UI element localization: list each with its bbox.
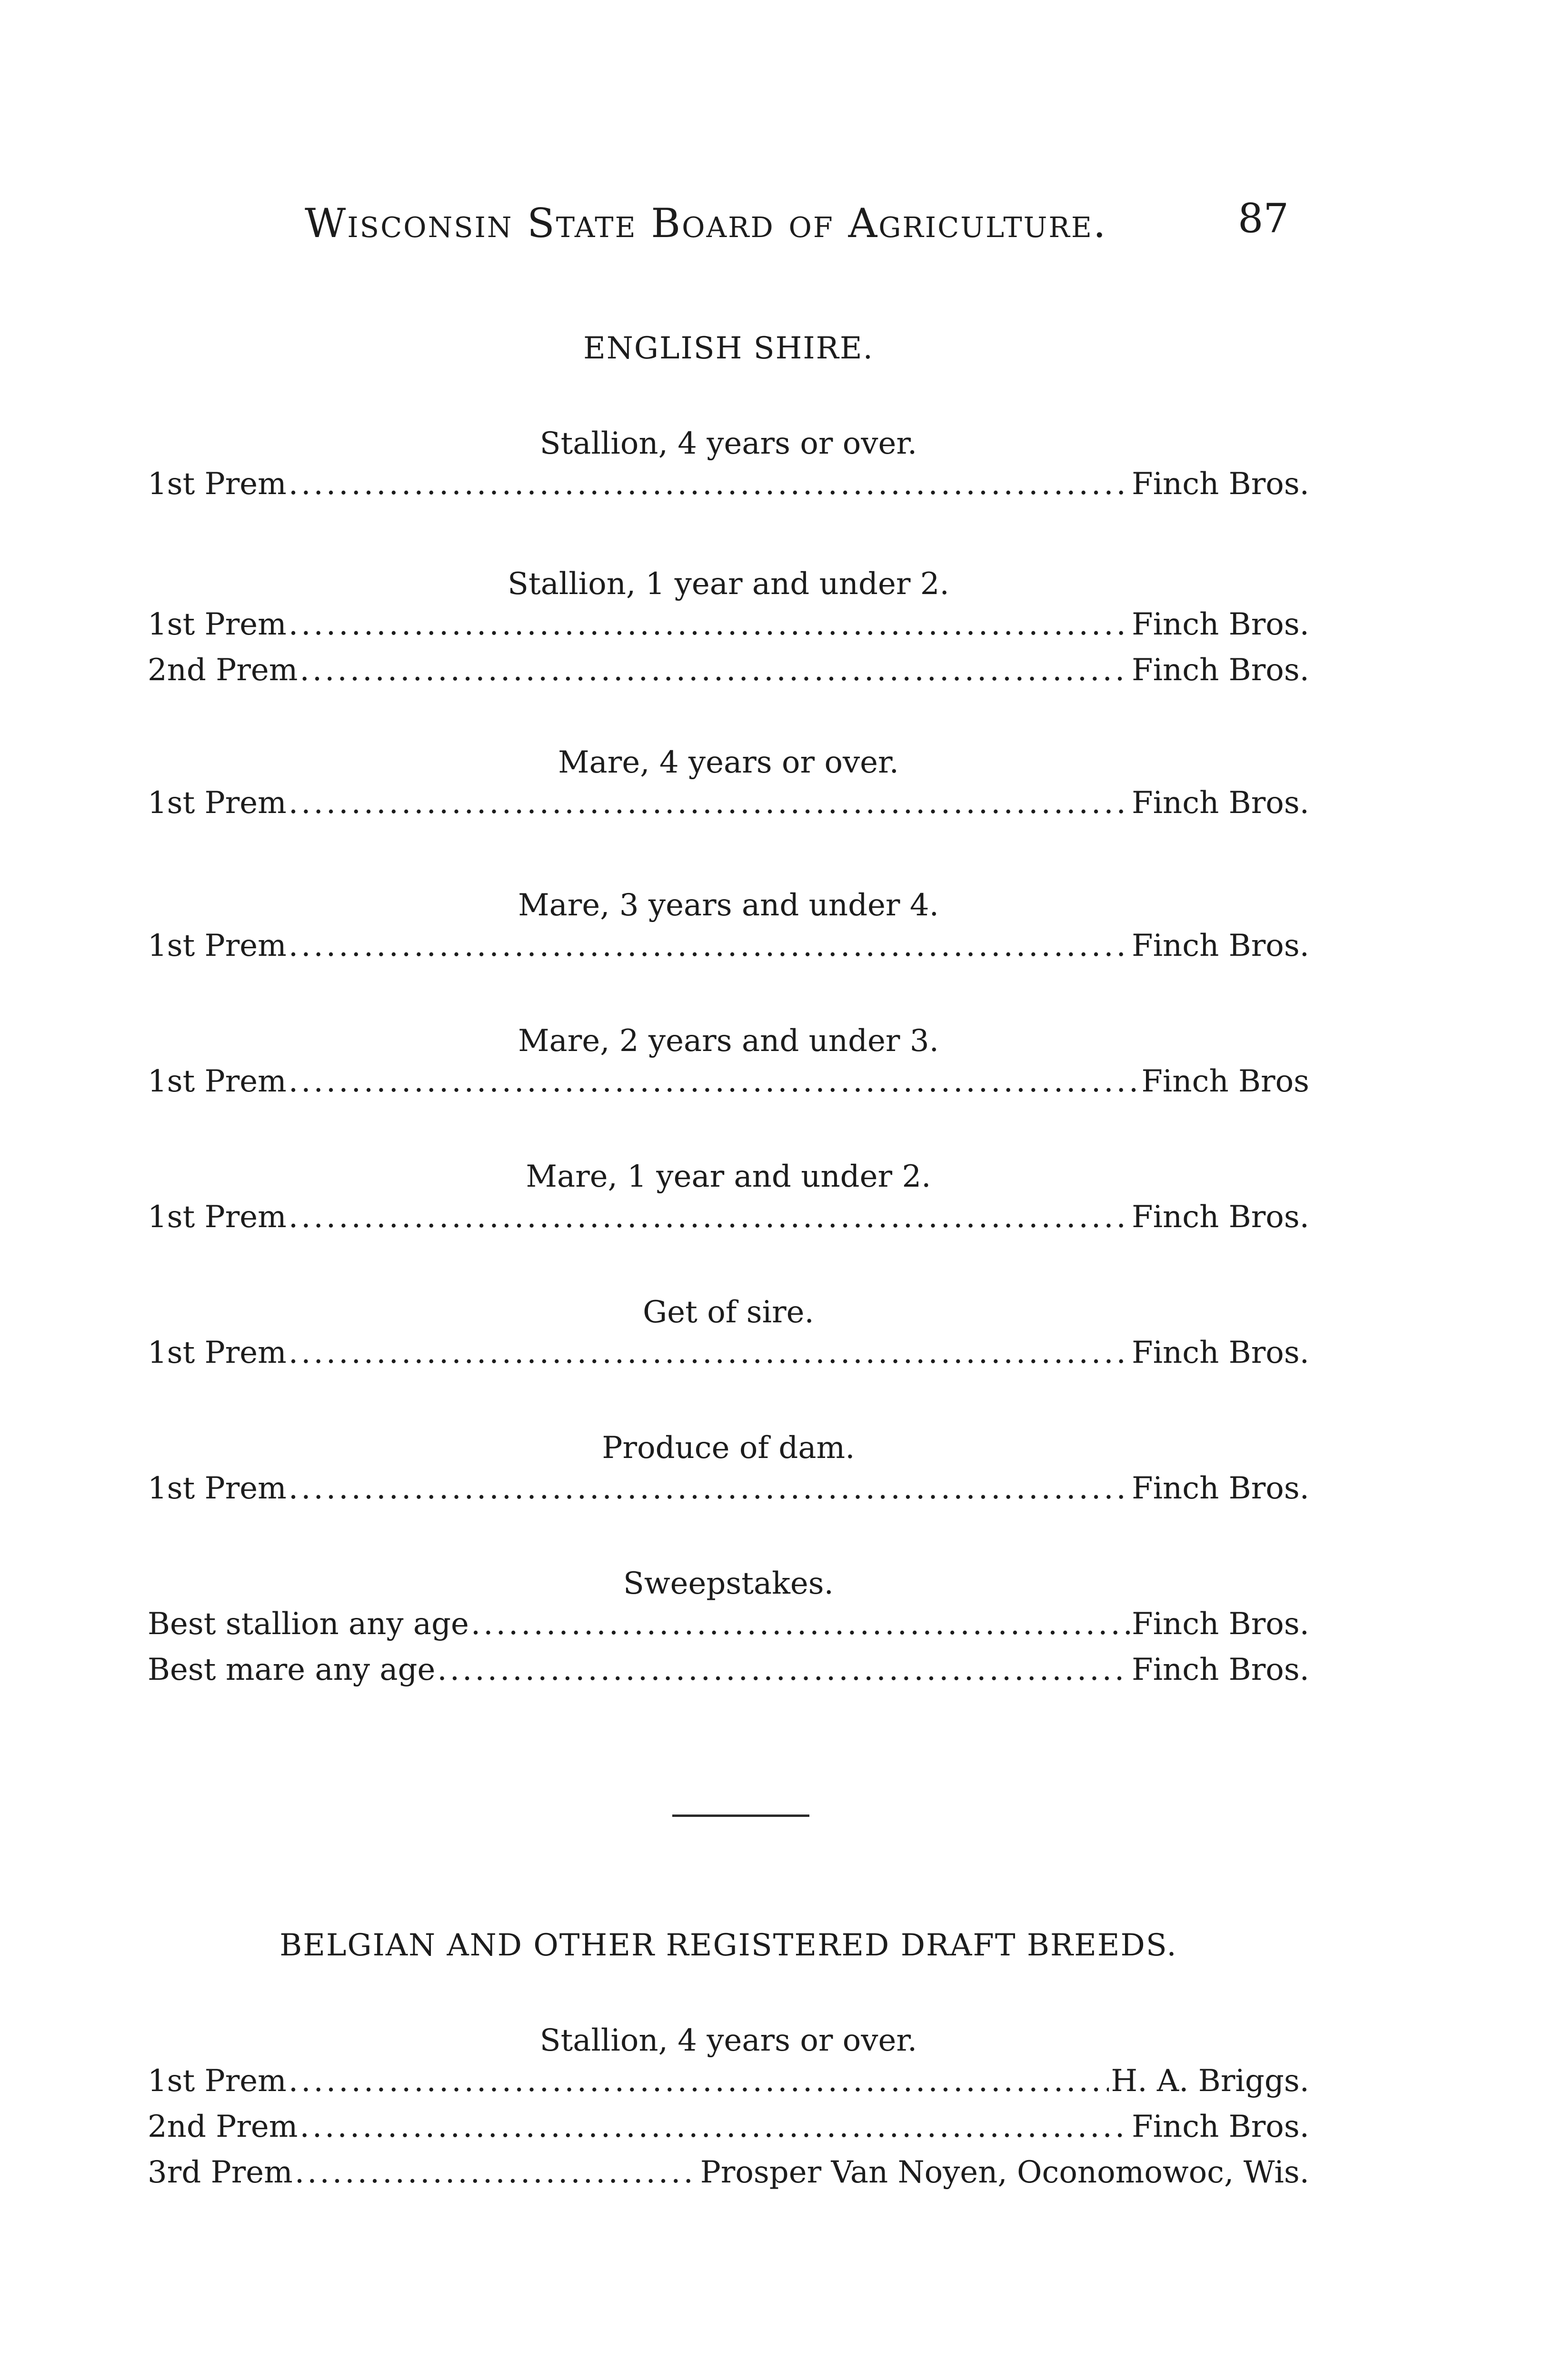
award-winner: Finch Bros. [1132, 2109, 1309, 2144]
award-winner: Finch Bros [1141, 1064, 1309, 1099]
award-winner: Finch Bros. [1132, 653, 1309, 688]
award-label: 1st Prem [148, 607, 287, 642]
section-heading: ENGLISH SHIRE. [583, 331, 874, 366]
award-label: 1st Prem [148, 2063, 287, 2099]
class-title: Mare, 4 years or over. [558, 745, 899, 780]
class-block [148, 1159, 1309, 1240]
class-block [148, 1566, 1309, 1693]
dot-leader [289, 780, 1130, 826]
award-label: 1st Prem [148, 1335, 287, 1370]
dot-leader [289, 1330, 1130, 1376]
section-heading-block [148, 1928, 1309, 1963]
class-block [148, 566, 1309, 693]
class-title: Stallion, 1 year and under 2. [508, 566, 949, 602]
section-heading-block [148, 331, 1309, 366]
award-label: Best stallion any age [148, 1606, 469, 1642]
award-entry [148, 602, 1309, 647]
award-label: 1st Prem [148, 1471, 287, 1506]
section-heading: BELGIAN AND OTHER REGISTERED DRAFT BREEDS. [279, 1928, 1177, 1963]
dot-leader [299, 647, 1130, 693]
award-winner: Finch Bros. [1132, 785, 1309, 821]
award-winner: Finch Bros. [1132, 928, 1309, 963]
class-block [148, 888, 1309, 969]
award-entry [148, 923, 1309, 969]
award-entry [148, 1466, 1309, 1511]
award-entry [148, 1647, 1309, 1693]
award-entry [148, 1194, 1309, 1240]
class-title: Get of sire. [643, 1295, 814, 1330]
award-entry [148, 2058, 1309, 2104]
running-head [0, 195, 1554, 248]
dot-leader [289, 1194, 1130, 1240]
award-entry [148, 1601, 1309, 1647]
award-entry [148, 2104, 1309, 2150]
dot-leader [289, 1466, 1130, 1511]
award-label: 1st Prem [148, 785, 287, 821]
class-block [148, 1430, 1309, 1511]
award-winner: H. A. Briggs. [1111, 2063, 1309, 2099]
dot-leader [289, 461, 1130, 507]
class-title: Mare, 3 years and under 4. [518, 888, 939, 923]
class-block [148, 2023, 1309, 2195]
award-winner: Finch Bros. [1132, 1606, 1309, 1642]
award-winner: Finch Bros. [1132, 1652, 1309, 1687]
award-entry [148, 780, 1309, 826]
dot-leader [289, 2058, 1109, 2104]
award-winner: Finch Bros. [1132, 1200, 1309, 1235]
award-label: 1st Prem [148, 466, 287, 502]
award-label: 1st Prem [148, 1200, 287, 1235]
class-block [148, 1023, 1309, 1104]
dot-leader [289, 923, 1130, 969]
dot-leader [471, 1601, 1130, 1647]
award-label: 1st Prem [148, 928, 287, 963]
dot-leader [295, 2150, 698, 2195]
award-winner: Finch Bros. [1132, 1335, 1309, 1370]
class-block [148, 1295, 1309, 1376]
award-label: 2nd Prem [148, 653, 298, 688]
award-entry [148, 2150, 1309, 2195]
page-number: 87 [1238, 195, 1289, 242]
class-title: Produce of dam. [602, 1430, 855, 1466]
award-label: 1st Prem [148, 1064, 287, 1099]
award-winner: Prosper Van Noyen, Oconomowoc, Wis. [700, 2155, 1309, 2190]
class-title: Stallion, 4 years or over. [539, 426, 917, 461]
award-winner: Finch Bros. [1132, 466, 1309, 502]
dot-leader [289, 1059, 1140, 1104]
class-title: Mare, 2 years and under 3. [518, 1023, 939, 1059]
award-entry [148, 1330, 1309, 1376]
award-label: 3rd Prem [148, 2155, 293, 2190]
dot-leader [437, 1647, 1130, 1693]
class-title: Sweepstakes. [623, 1566, 834, 1601]
dot-leader [289, 602, 1130, 647]
class-block [148, 745, 1309, 826]
running-head-title: Wisconsin State Board of Agriculture. [305, 200, 1107, 247]
award-entry [148, 1059, 1309, 1104]
award-entry [148, 461, 1309, 507]
class-title: Mare, 1 year and under 2. [526, 1159, 931, 1194]
class-title: Stallion, 4 years or over. [539, 2023, 917, 2058]
section-divider [672, 1815, 809, 1817]
class-block [148, 426, 1309, 507]
award-winner: Finch Bros. [1132, 607, 1309, 642]
award-label: Best mare any age [148, 1652, 436, 1687]
award-entry [148, 647, 1309, 693]
dot-leader [299, 2104, 1130, 2150]
award-label: 2nd Prem [148, 2109, 298, 2144]
award-winner: Finch Bros. [1132, 1471, 1309, 1506]
